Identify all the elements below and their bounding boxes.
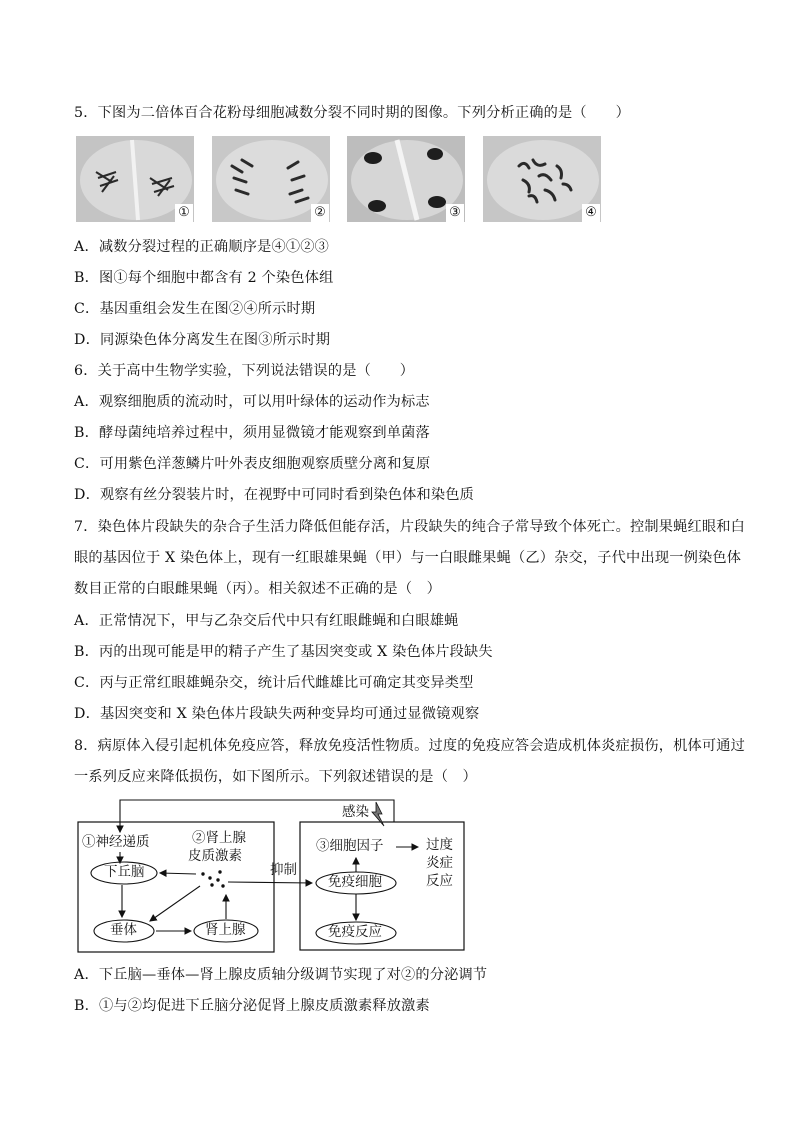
q5-stem: 5．下图为二倍体百合花粉母细胞减数分裂不同时期的图像。下列分析正确的是（ ）	[74, 105, 630, 121]
q7-option-c: C．丙与正常红眼雄蝇杂交，统计后代雌雄比可确定其变异类型	[74, 675, 474, 691]
q6-stem: 6．关于高中生物学实验，下列说法错误的是（ ）	[74, 363, 415, 379]
q7-stem-line-2: 眼的基因位于 X 染色体上，现有一红眼雄果蝇（甲）与一白眼雌果蝇（乙）杂交，子代中出现一例染色体	[74, 550, 742, 566]
q7-option-a: A．正常情况下，甲与乙杂交后代中只有红眼雌蝇和白眼雄蝇	[74, 613, 459, 629]
label-excess-line-3: 反应	[426, 873, 453, 889]
q8-option-b: B．①与②均促进下丘脑分泌促肾上腺皮质激素释放激素	[74, 998, 430, 1014]
micrograph-3-label: ③	[446, 204, 464, 222]
micrograph-2-label: ②	[311, 204, 329, 222]
label-excess-line-1: 过度	[426, 837, 453, 853]
micrograph-1	[76, 136, 194, 222]
label-adrenal: 肾上腺	[205, 922, 246, 938]
label-hypothalamus: 下丘脑	[104, 864, 145, 880]
label-infection: 感染	[342, 804, 369, 820]
label-pituitary: 垂体	[110, 922, 137, 938]
label-neurotransmitter: ①神经递质	[82, 834, 150, 850]
label-immune-response: 免疫反应	[328, 924, 382, 940]
q5-option-b: B．图①每个细胞中都含有 2 个染色体组	[74, 270, 334, 286]
label-hormone-line-1: ②肾上腺	[192, 830, 246, 846]
micrograph-4-label: ④	[582, 204, 600, 222]
q8-option-a: A．下丘脑—垂体—肾上腺皮质轴分级调节实现了对②的分泌调节	[74, 967, 488, 983]
micrograph-4	[483, 136, 601, 222]
label-immune-cell: 免疫细胞	[328, 874, 382, 890]
q7-stem-line-1: 7．染色体片段缺失的杂合子生活力降低但能存活，片段缺失的纯合子常导致个体死亡。控制果蝇红眼和白	[74, 519, 746, 535]
label-inhibit: 抑制	[270, 862, 297, 878]
q7-stem-line-3: 数目正常的白眼雌果蝇（丙）。相关叙述不正确的是（ ）	[74, 581, 441, 597]
immune-regulation-diagram	[76, 792, 472, 956]
q8-stem-line-1: 8．病原体入侵引起机体免疫应答，释放免疫活性物质。过度的免疫应答会造成机体炎症损伤，机体可通过	[74, 738, 746, 754]
q5-option-c: C．基因重组会发生在图②④所示时期	[74, 301, 316, 317]
q8-stem-line-2: 一系列反应来降低损伤，如下图所示。下列叙述错误的是（ ）	[74, 769, 477, 785]
q5-option-d: D．同源染色体分离发生在图③所示时期	[74, 332, 331, 348]
q6-option-c: C．可用紫色洋葱鳞片叶外表皮细胞观察质壁分离和复原	[74, 456, 431, 472]
q6-option-d: D．观察有丝分裂装片时，在视野中可同时看到染色体和染色质	[74, 487, 475, 503]
micrograph-3	[347, 136, 465, 222]
label-cytokine: ③细胞因子	[316, 838, 384, 854]
micrograph-1-label: ①	[175, 204, 193, 222]
q6-option-a: A．观察细胞质的流动时，可以用叶绿体的运动作为标志	[74, 394, 430, 410]
micrograph-2	[212, 136, 330, 222]
q7-option-b: B．丙的出现可能是甲的精子产生了基因突变或 X 染色体片段缺失	[74, 644, 493, 660]
label-hormone-line-2: 皮质激素	[188, 848, 242, 864]
label-excess-line-2: 炎症	[426, 855, 453, 871]
q7-option-d: D．基因突变和 X 染色体片段缺失两种变异均可通过显微镜观察	[74, 706, 480, 722]
q5-option-a: A．减数分裂过程的正确顺序是④①②③	[74, 239, 330, 255]
q6-option-b: B．酵母菌纯培养过程中，须用显微镜才能观察到单菌落	[74, 425, 430, 441]
